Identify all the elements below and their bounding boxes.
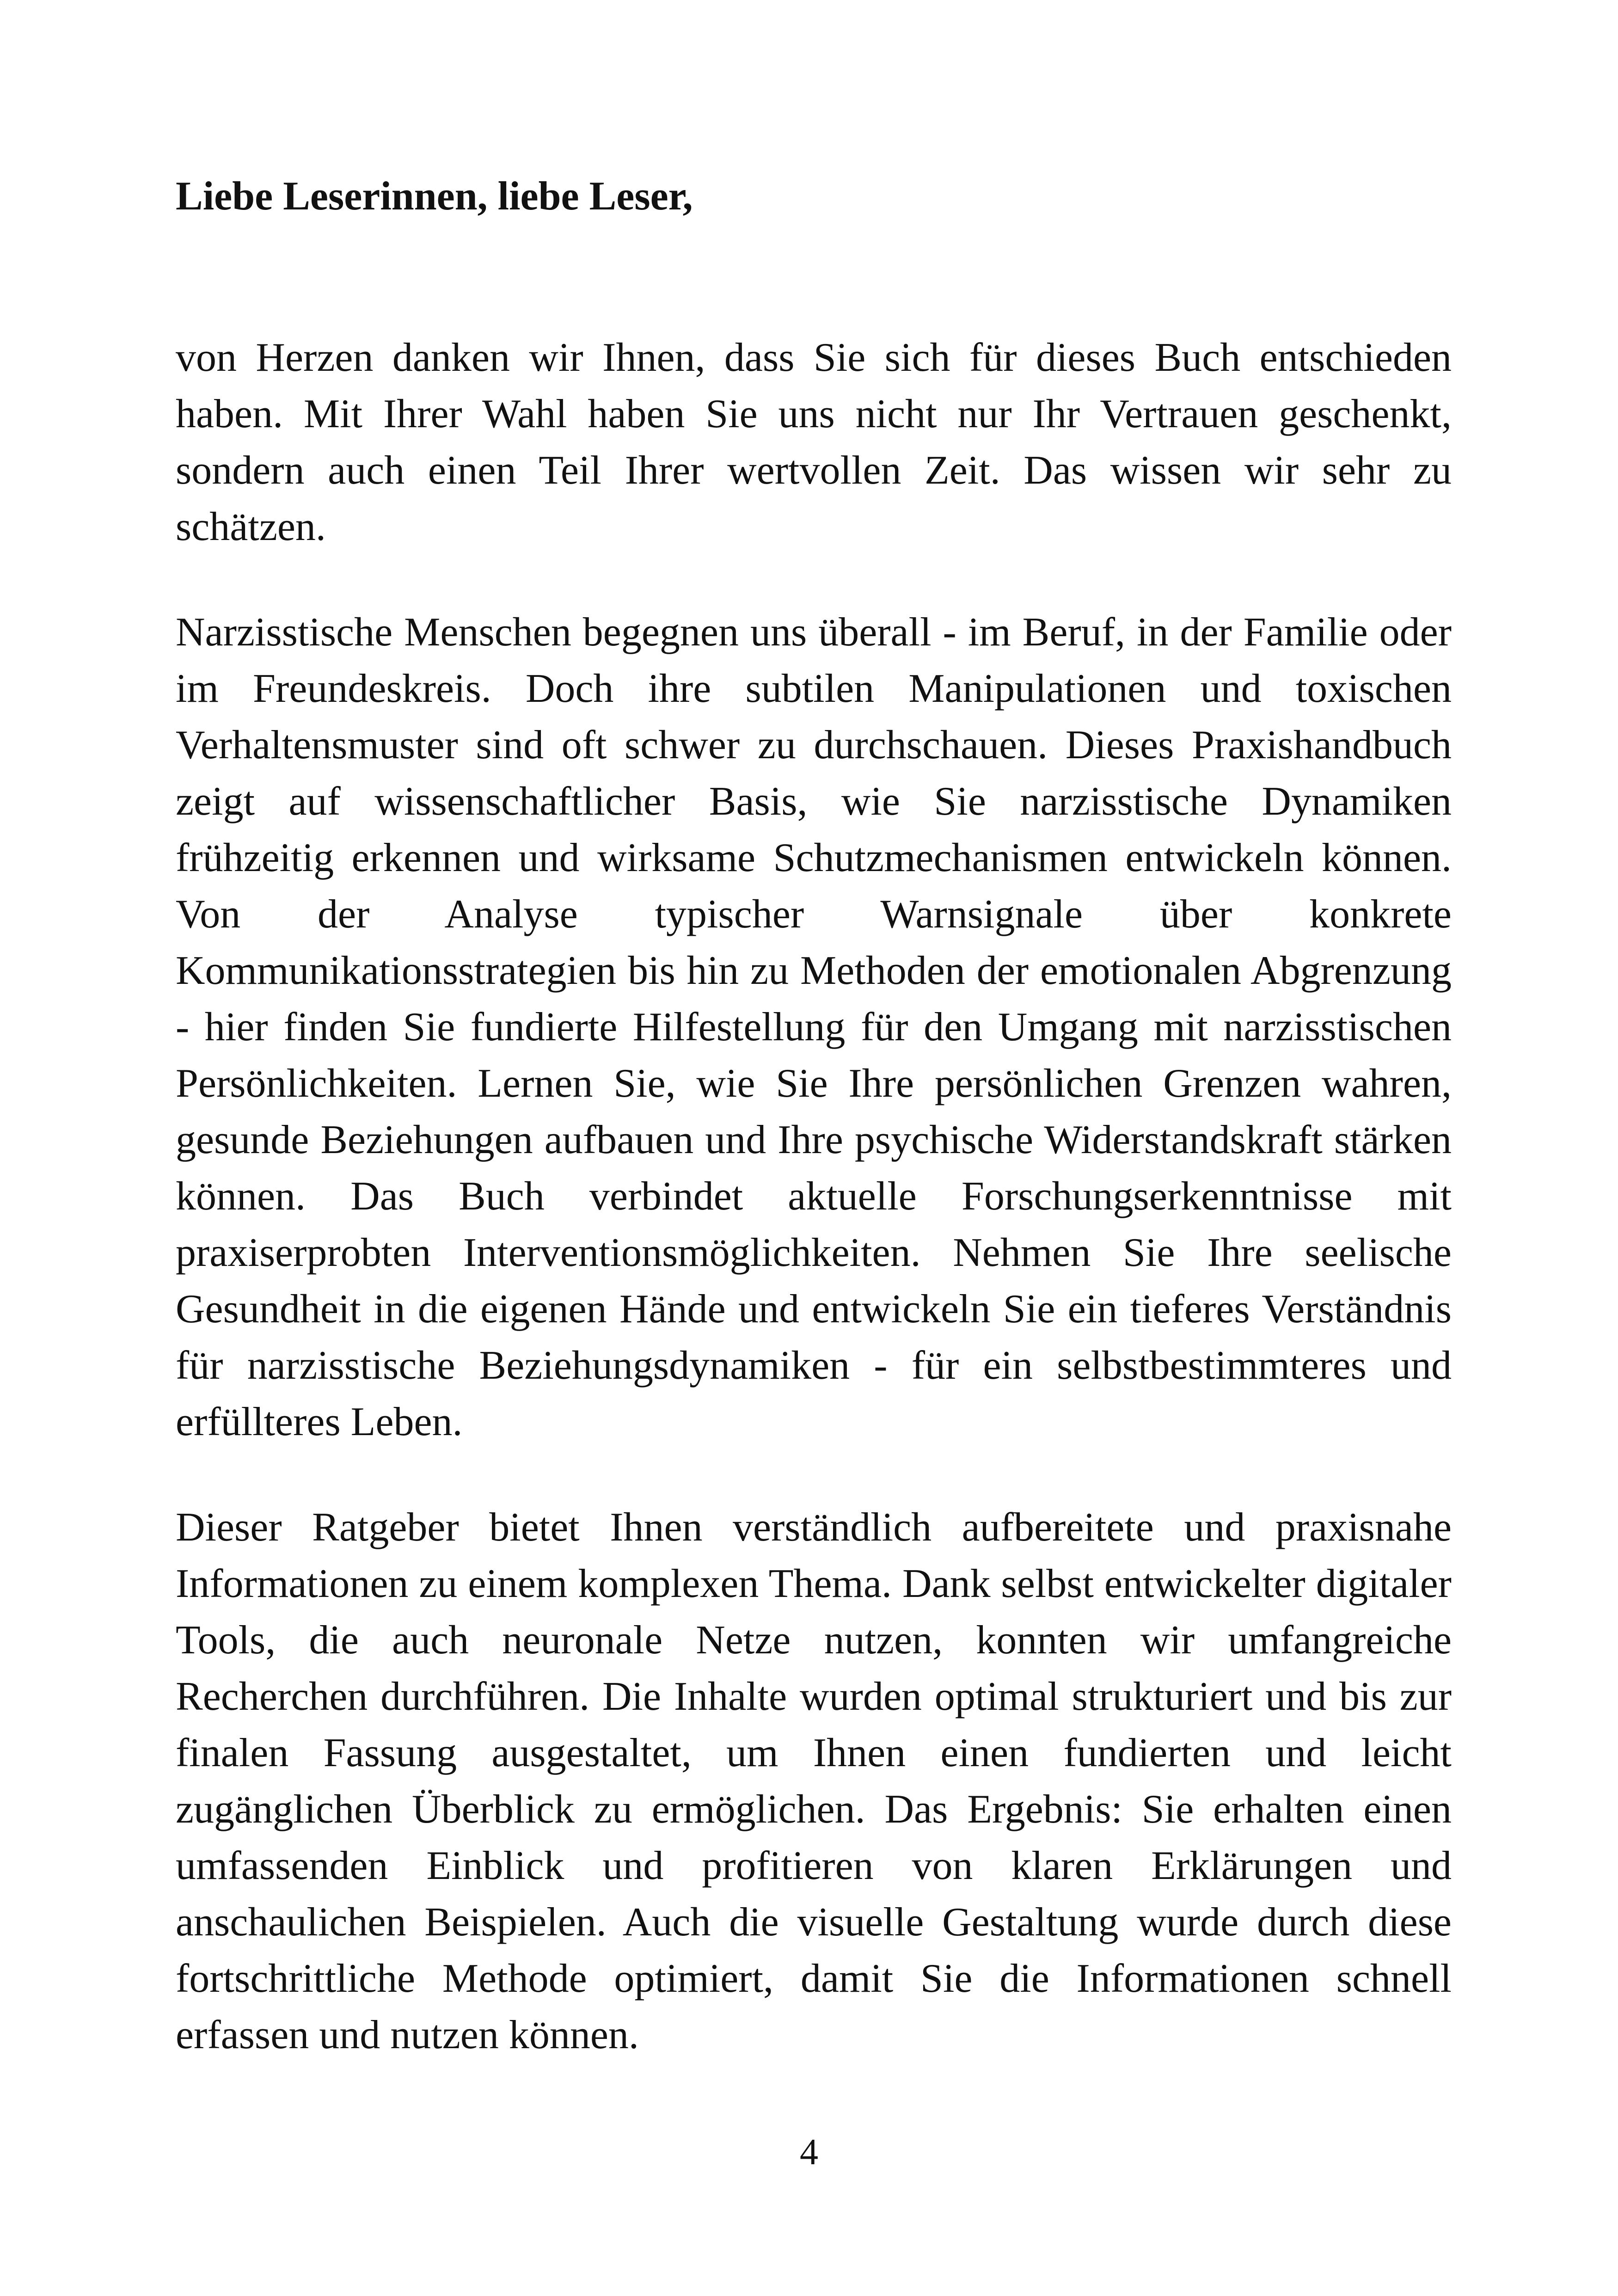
paragraph-methodology: Dieser Ratgeber bietet Ihnen verständlich aufbereitete und praxisnahe Informationen zu einem komplexen Thema. Dank selbst entwickelter digitaler Tools, die auch neuronale Netze nutzen, konnten wir umfangreiche Recherchen durchführen. Die Inhalte wurden optimal strukturiert und bis zur finalen Fassung ausgestaltet, um Ihnen einen fundierten und leicht zugänglichen Überblick zu ermöglichen. Das Ergebnis: Sie erhalten einen umfassenden Einblick und profitieren von klaren Erklärungen und anschaulichen Beispielen. Auch die visuelle Gestaltung wurde durch diese fortschrittliche Methode optimiert, damit Sie die Informationen schnell erfassen und nutzen können. <box>176 1504 1452 2057</box>
page-content <box>176 172 1452 2063</box>
greeting-heading: Liebe Leserinnen, liebe Leser, <box>176 174 693 219</box>
paragraph-book-description: Narzisstische Menschen begegnen uns überall - im Beruf, in der Familie oder im Freundeskreis. Doch ihre subtilen Manipulationen und toxischen Verhaltensmuster sind oft schwer zu durchschauen. Dieses Praxishandbuch zeigt auf wissenschaftlicher Basis, wie Sie narzisstische Dynamiken frühzeitig erkennen und wirksame Schutzmechanismen entwickeln können. Von der Analyse typischer Warnsignale über konkrete Kommunikationsstrategien bis hin zu Methoden der emotionalen Abgrenzung - hier finden Sie fundierte Hilfestellung für den Umgang mit narzisstischen Persönlichkeiten. Lernen Sie, wie Sie Ihre persönlichen Grenzen wahren, gesunde Beziehungen aufbauen und Ihre psychische Widerstandskraft stärken können. Das Buch verbindet aktuelle Forschungserkenntnisse mit praxiserprobten Interventionsmöglichkeiten. Nehmen Sie Ihre seelische Gesundheit in die eigenen Hände und entwickeln Sie ein tieferes Verständnis für narzisstische Beziehungsdynamiken - für ein selbstbestimmteres und erfüllteres Leben. <box>176 609 1452 1444</box>
page-number: 4 <box>800 2132 818 2173</box>
paragraph-thanks: von Herzen danken wir Ihnen, dass Sie sich für dieses Buch entschieden haben. Mit Ihrer Wahl haben Sie uns nicht nur Ihr Vertrauen geschenkt, sondern auch einen Teil Ihrer wertvollen Zeit. Das wissen wir sehr zu schätzen. <box>176 335 1452 549</box>
